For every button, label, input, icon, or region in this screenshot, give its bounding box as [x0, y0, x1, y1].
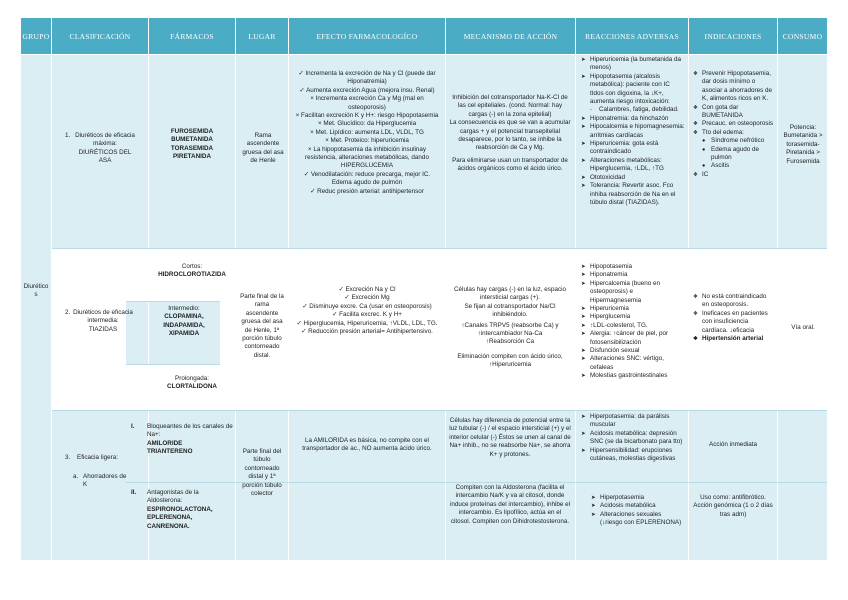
indication-item: ❖ Prevenir Hipopotasemia, dar dosis mínimo o asociar a ahorradores de K, alimentos ricos en K.	[693, 70, 773, 103]
group-label: Diuréticos	[23, 283, 49, 299]
row1-indicaciones	[693, 70, 775, 179]
indication-item: ❖ Precauc. en osteoporosis	[693, 120, 774, 128]
reaction-item: ➤ Hiponatremia	[581, 271, 628, 279]
effect-item: × Facilitan excreción K y H+: riesgo Hipopotasemia	[295, 112, 439, 120]
reaction-item: ➤ Hipocalcemia e hipomagnesemia: arritmias cardíacas	[581, 123, 685, 139]
reaction-item: ➤ Hipopotasemia	[581, 263, 633, 270]
indication-item: ❖ Tto del edema:	[693, 128, 745, 136]
effect-item: ✓ Excreción Mg	[344, 294, 390, 302]
row2-consumo: Vía oral.	[791, 324, 815, 331]
row3-sub1-num: I.	[131, 423, 135, 430]
reaction-item: ➤ Hipopotasemia (alcalosis metabólica): paciente con IC ttdos con digoxina, la ↓K+, aumenta riesgo intoxicación:	[581, 72, 670, 106]
row1-clasif-num: 1.	[65, 132, 71, 139]
indication-item: ❖ IC	[693, 170, 709, 178]
row3-sub2-farmaco: Antagonistas de la Aldosterona: ESPIRONOLACTONA, EPLERENONA, CANRENONA.	[147, 489, 213, 530]
effect-item: × Met. Lipídico: aumenta LDL, VLDL, TG	[310, 128, 424, 136]
reaction-item: ➤ Hiponatremia: da hinchazón	[581, 114, 669, 122]
reaction-item: ➤ Molestias gastrointestinales	[581, 372, 668, 380]
row2-mecanismo: Células hay cargas (-) en la luz, espacio intersticial cargas (+). Se fijan al cotransportador Na/Cl inhibiéndolo. ↑Canales TRPV5 (reabsorbe Ca) y ↑intercambiador Na-Ca ↑Reabsorción Ca Eliminación compiten con ácido úrico, ↑Hiperuricemia	[454, 286, 566, 369]
row3-clasif-num: 3.	[65, 454, 71, 461]
indication-item: ❖ Ineficaces en pacientes con insuficiencia cardíaca. ↓eficacia	[693, 309, 768, 334]
indication-item: ❖ Hipertensión arterial	[693, 335, 764, 343]
row2-farmaco-prolongada: Prolongada: CLORTALIDONA	[167, 375, 217, 391]
row3-sub2-mecanismo: Compiten con la Aldosterona (facilita el intercambio Na/K y va al citosol, donde induce proteínas del intercambio), inhibe el intercambio. Es lipofílico, actúa en el citosol. Compiten con Dihidrotestosterona.	[449, 484, 571, 525]
pharmacology-table	[21, 18, 827, 560]
effect-item: × Met. Glucídico: da Hiperglucemia	[317, 120, 417, 128]
header-lugar: LUGAR	[248, 31, 276, 41]
group-cell-bg	[21, 55, 51, 560]
row1-clasificacion: Diuréticos de eficacia máxima: DIURÉTICOS DEL ASA	[75, 132, 135, 165]
reaction-item: ➤ Alergia: ↑cáncer de piel, por fotosensibilización	[581, 330, 669, 346]
indication-item: ❖ No está contraindicado en osteoporosis.	[693, 293, 767, 309]
indication-item: ❖ Con gota dar BUMETANIDA	[693, 103, 743, 120]
header-mecanismo: MECANISMO DE ACCIÓN	[463, 31, 558, 41]
row1-mecanismo: Inhibición del cotransportador Na-K-Cl de las cel epiteliales. (cond. Normal: hay cargas (-) en la zona epitelial) La consecuencia es que se van a acumular cargas + y el potencial transepitelial desaparece, por lo tanto, se inhibe la reabsorción de Ca y Mg. Para eliminarse usan un transportador de ácidos orgánicos como el ácido úrico.	[449, 94, 571, 173]
reaction-item: ➤ Disfunción sexual	[581, 347, 640, 355]
reaction-item: ➤ Hiperuricemia (la bumetanida da menos)	[581, 56, 682, 72]
row1-reacciones	[581, 56, 685, 207]
effect-item: ✓ Incrementa la excreción de Na y Cl (puede dar Hiponatremia)	[298, 70, 436, 86]
indication-item: ● Edema agudo de pulmón	[702, 145, 759, 162]
reaction-item: ➤ Hiperuricemia	[581, 305, 629, 313]
reaction-item: ➤ Hiperglucemia	[581, 313, 631, 321]
effect-item: ✓ Venodilatación: reduce precarga, mejor IC. Edema agudo de pulmón	[303, 170, 431, 187]
header-reacciones: REACCIONES ADVERSAS	[585, 31, 679, 41]
reaction-item: ➤ Hiperuricemia: gota está contraindicado	[581, 140, 659, 156]
row3-sub1-mecanismo: Células hay diferencia de potencial entre la luz tubular (-) / el espacio intersticial (+) y el interior celular (-) Éstos se unen al canal de Na+ inhib., no se reabsorbe Na+, se ahorra K+ y protones.	[449, 417, 571, 458]
reaction-item: ➤ Acidosis metabólica	[591, 502, 656, 510]
row2-efecto	[293, 286, 441, 336]
indication-item: ● Síndrome nefrótico	[702, 137, 765, 145]
header-consumo: CONSUMO	[782, 31, 823, 41]
row2-clasif-num: 2.	[65, 309, 71, 316]
row2-reacciones	[581, 263, 685, 381]
row2-clasificacion: Diuréticos de eficacia intermedia: TIAZIDAS	[73, 309, 133, 333]
row3-sub-a: a.	[73, 473, 79, 480]
effect-item: ✓ Facilita excrec. K y H+	[332, 311, 402, 319]
row1-farmacos: FUROSEMIDA BUMETANIDA TORASEMIDA PIRETANIDA	[170, 128, 214, 161]
effect-item: ✓ Disminuye excre. Ca (usar en osteoporosis)	[302, 302, 432, 310]
row2-farmaco-intermedio: Intermedio: CLOPAMINA, INDAPAMIDA, XIPAMIDA	[163, 305, 205, 338]
row3-sub1-farmaco: Bloqueantes de los canales de Na+: AMILORIDE TRIANTERENO	[147, 423, 233, 456]
row1-consumo: Potencia: Bumetanida > torasemida-Piretanida > Furosemida	[783, 124, 823, 165]
reaction-item: - Calambres, fatiga, debilidad.	[590, 106, 679, 114]
reaction-item: ➤ Alteraciones metabólicas: Hiperglucemia, ↑LDL, ↑TG	[581, 156, 664, 173]
header-farmacos: FÁRMACOS	[170, 31, 214, 41]
header-efecto: EFECTO FARMACOLOGÍCO	[316, 31, 418, 41]
row1-lugar: Rama ascendente gruesa del asa de Henle	[242, 132, 284, 165]
effect-item: ✓ Hiperglucemia, Hiperuricemia, ↑VLDL, LDL, TG.	[296, 319, 438, 327]
row3-sub2-num: II.	[131, 489, 137, 496]
effect-item: ✓ Reduc presión arterial: antihipertensor	[310, 187, 424, 195]
reaction-item: ➤ Hipersensibilidad: erupciones cutáneas, molestias digestivas	[581, 446, 676, 463]
reaction-item: ➤ Tolerancia: Revertir asoc. Fco inhiba reabsorción de Na en el túbulo distal (TIAZIDAS).	[581, 182, 676, 206]
header-clasificacion: CLASIFICACIÓN	[69, 31, 131, 41]
header-indicaciones: INDICACIONES	[704, 31, 762, 41]
row3-sub1-lugar: Parte final del túbulo contorneado distal y 1ª porción túbulo colector	[242, 448, 282, 498]
effect-item: ✓ Aumenta excreción Agua (mejora insu. Renal)	[299, 86, 435, 94]
effect-item: × La hipopotasemia da inhibición insulinay resistencia, alteraciones metabólicas, dando HIPERGLUCEMIA	[305, 145, 429, 170]
row1-efecto	[293, 70, 441, 196]
indication-item: ● Ascitis	[702, 162, 730, 170]
row2-indicaciones	[693, 293, 775, 343]
reaction-item: ➤ Hiperpotasemia: da parálisis muscular	[581, 413, 670, 429]
reaction-item: ➤ ↑LDL-colesterol, TG.	[581, 321, 648, 329]
reaction-item: ➤ Acidosis metabólica: depresión SNC (se da bicarbonato para tto)	[581, 429, 683, 446]
row3-sub1-reacciones	[581, 413, 685, 463]
row3-clasificacion: Eficacia ligera:	[77, 454, 118, 461]
reaction-item: ➤ Hipercalcemia (bueno en osteoporosis) e Hipermagnesemia	[581, 279, 661, 304]
row2-farmaco-cortos: Cortos: HIDROCLOROTIAZIDA	[158, 263, 226, 279]
row3-sub1-efecto: La AMILORIDA es básica, no compite con el transportador de ac., NO aumenta ácido úrico.	[302, 437, 432, 453]
effect-item: × Incrementa excreción Ca y Mg (mal en osteoporosis)	[310, 95, 424, 111]
reaction-item: ➤ Ototoxicidad	[581, 173, 626, 181]
reaction-item: ➤ Hiperpotasemia	[591, 494, 645, 501]
row3-sub-text: Ahorradores de K	[83, 473, 127, 489]
effect-item: × Met. Proteico: hiperuricemia	[325, 137, 409, 145]
row3-sub2-reacciones	[591, 494, 685, 528]
row3-sub2-indicaciones: Uso como: antifibrótico. Acción genómica (1 o 2 días tras adm)	[693, 494, 773, 518]
row2-lugar: Parte final de la rama ascendente gruesa del asa de Henle, 1ª porción túbulo contorneado distal.	[240, 293, 284, 359]
row3-sub1-indicaciones: Acción inmediata	[709, 441, 757, 448]
header-grupo: GRUPO	[22, 31, 50, 41]
effect-item: ✓ Reducción presión arterial= Antihipertensivo.	[301, 328, 433, 336]
reaction-item: ➤ Alteraciones SNC: vértigo, cefaleas	[581, 355, 664, 371]
effect-item: ✓ Excreción Na y Cl	[338, 286, 396, 293]
reaction-item: ➤ Alteraciones sexuales (↓riesgo con EPLERENONA)	[591, 510, 682, 527]
